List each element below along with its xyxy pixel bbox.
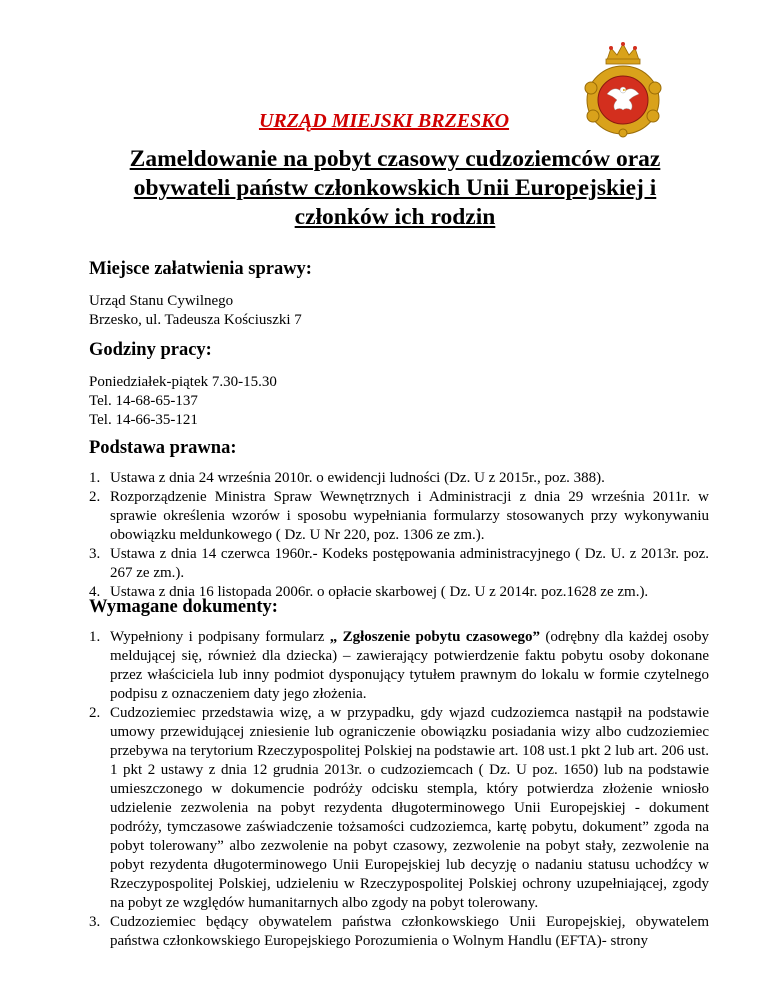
document-title bbox=[90, 145, 700, 232]
list-item: 2. Cudzoziemiec przedstawia wizę, a w przypadku, gdy wjazd cudzoziemca nastąpił na podstawie umowy przewidującej zniesienie lub ograniczenie obowiązku posiadania wizy albo cudzoziemiec przebywa na terytorium Rzeczypospolitej Polskiej na podstawie art. 108 ust.1 pkt 2 lub art. 206 ust. 1 pkt 2 ustawy z dnia 12 grudnia 2013r. o cudzoziemcach ( Dz. U poz. 1650) lub na podstawie umieszczonego w dokumencie podróży odcisku stempla, który potwierdza złożenie wniosło udzielenie zezwolenia na pobyt rezydenta długoterminowego Unii Europejskiej - dokument podróży, tymczasowe zaświadczenie tożsamości cudzoziemca, kartę pobytu, dokument” zgoda na pobyt tolerowany” albo zezwolenie na pobyt czasowy, zezwolenie na pobyt stały, zezwolenie na pobyt rezydenta długoterminowego Unii Europejskiej lub decyzję o nadaniu statusu uchodźcy w Rzeczypospolitej Polskiej, udzieleniu w Rzeczypospolitej Polskiej ochrony uzupełniającej, zgody na pobyt ze względów humanitarnych albo zgody na pobyt tolerowany. bbox=[89, 705, 709, 911]
required-documents-list bbox=[89, 628, 709, 951]
title-line: Zameldowanie na pobyt czasowy cudzoziemców oraz bbox=[129, 146, 661, 172]
list-item: 1. Ustawa z dnia 24 września 2010r. o ewidencji ludności (Dz. U z 2015r., poz. 388). bbox=[89, 470, 605, 486]
list-item: 3. Cudzoziemiec będący obywatelem państwa członkowskiego Unii Europejskiej, obywatelem państwa członkowskiego Europejskiego Porozumienia o Wolnym Handlu (EFTA)- strony bbox=[89, 914, 709, 949]
title-line: członków ich rodzin bbox=[294, 204, 496, 230]
legal-basis-section bbox=[89, 437, 709, 602]
required-documents-section bbox=[89, 596, 709, 951]
section-heading: Wymagane dokumenty: bbox=[89, 597, 278, 617]
title-line: obywateli państw członkowskich Unii Europejskiej i bbox=[133, 175, 657, 201]
list-item: 3. Ustawa z dnia 14 czerwca 1960r.- Kodeks postępowania administracyjnego ( Dz. U. z 2013r. poz. 267 ze zm.). bbox=[89, 546, 709, 581]
address-line: Brzesko, ul. Tadeusza Kościuszki 7 bbox=[89, 312, 302, 328]
place-section bbox=[89, 258, 709, 330]
phone-line: Tel. 14-66-35-121 bbox=[89, 412, 198, 428]
section-heading: Podstawa prawna: bbox=[89, 438, 237, 458]
phone-line: Tel. 14-68-65-137 bbox=[89, 393, 198, 409]
section-heading: Miejsce załatwienia sprawy: bbox=[89, 259, 312, 279]
hours-section bbox=[89, 339, 709, 430]
office-name: URZĄD MIEJSKI BRZESKO bbox=[258, 110, 510, 132]
section-heading: Godziny pracy: bbox=[89, 340, 212, 360]
opening-hours: Poniedziałek-piątek 7.30-15.30 bbox=[89, 374, 277, 390]
list-item: 2. Rozporządzenie Ministra Spraw Wewnętrznych i Administracji z dnia 29 września 2011r. w sprawie określenia wzorów i sposobu wypełniania formularzy stosowanych przy wykonywaniu obowiązku meldunkowego ( Dz. U Nr 220, poz. 1306 ze zm.). bbox=[89, 489, 709, 543]
legal-basis-list bbox=[89, 469, 709, 602]
list-item: 4. Ustawa z dnia 16 listopada 2006r. o opłacie skarbowej ( Dz. U z 2014r. poz.1628 ze zm.). bbox=[89, 584, 649, 600]
office-name-line: Urząd Stanu Cywilnego bbox=[89, 293, 234, 309]
list-item: 1. Wypełniony i podpisany formularz „ Zgłoszenie pobytu czasowego” (odrębny dla każdej osoby meldującej się, również dla dziecka) – zawierający potwierdzenie faktu pobytu osoby dokonane przez właściciela lub inny podmiot dysponujący tytułem prawnym do lokalu w formie czytelnego podpisu z oznaczeniem daty jego złożenia. bbox=[89, 629, 709, 702]
form-name: „ Zgłoszenie pobytu czasowego” bbox=[329, 629, 541, 645]
